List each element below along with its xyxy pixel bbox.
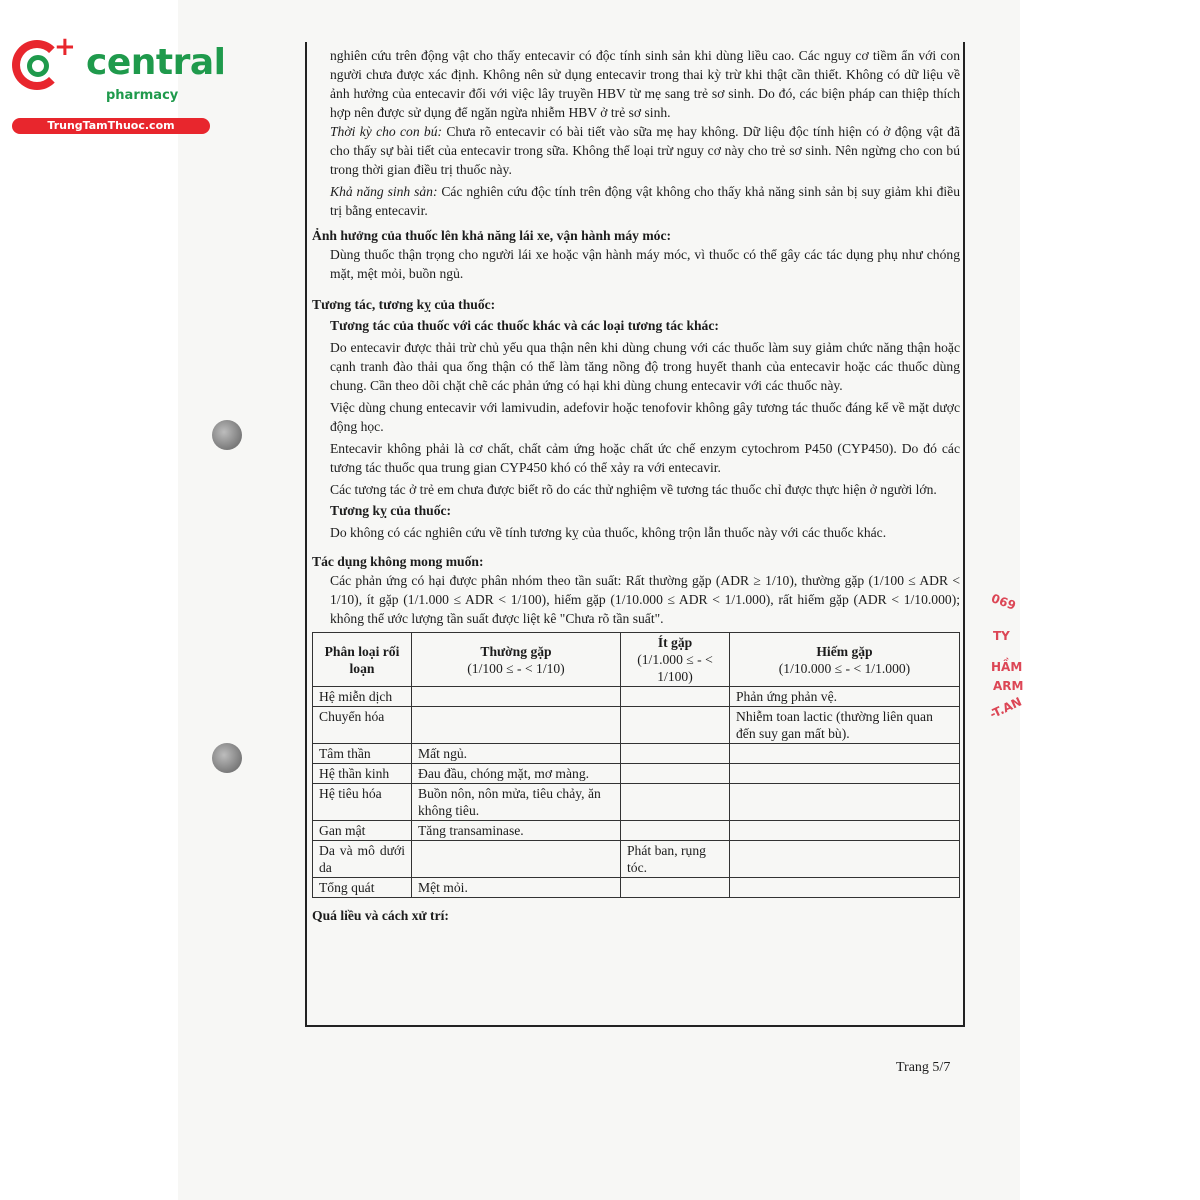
incompatibility-text: Do không có các nghiên cứu về tính tương kỵ của thuốc, không trộn lẫn thuốc này với các thuốc khác. xyxy=(330,525,887,540)
page-number: Trang 5/7 xyxy=(896,1060,951,1075)
table-cell xyxy=(621,784,730,821)
table-cell: Tăng transaminase. xyxy=(412,821,621,841)
interactions-p2: Việc dùng chung entecavir với lamivudin, adefovir hoặc tenofovir không gây tương tác thuốc đáng kể về mặt dược động học. xyxy=(330,400,960,434)
header-uncommon: Ít gặp (1/1.000 ≤ - < 1/100) xyxy=(621,633,730,687)
lactation-paragraph xyxy=(312,122,960,179)
table-cell xyxy=(412,841,621,878)
adverse-reactions-table xyxy=(312,632,960,898)
table-row xyxy=(313,878,960,898)
logo-site: TrungTamThuoc.com xyxy=(12,118,210,134)
interactions-p1: Do entecavir được thải trừ chủ yếu qua thận nên khi dùng chung với các thuốc làm suy giảm chức năng thận hoặc cạnh tranh đào thải qua ống thận có thể làm tăng nồng độ trong huyết thanh của entecavir hoặc các thuốc dùng chung. Cần theo dõi chặt chẽ các phản ứng có hại khi dùng chung entecavir với các thuốc này. xyxy=(330,340,960,393)
table-cell: Tâm thần xyxy=(313,744,412,764)
adverse-heading: Tác dụng không mong muốn: xyxy=(312,554,484,569)
table-cell xyxy=(621,687,730,707)
interactions-subheading: Tương tác của thuốc với các thuốc khác và các loại tương tác khác: xyxy=(330,318,719,333)
table-cell: Hệ thần kinh xyxy=(313,764,412,784)
lactation-text: Chưa rõ entecavir có bài tiết vào sữa mẹ hay không. Dữ liệu độc tính hiện có ở động vật đã cho thấy sự bài tiết của entecavir trong sữa. Không thể loại trừ nguy cơ này cho trẻ sơ sinh. Nên ngừng cho con bú trong thời gian điều trị thuốc này. xyxy=(330,124,960,177)
logo-name: central xyxy=(86,42,226,83)
table-cell xyxy=(730,764,960,784)
overdose-heading: Quá liều và cách xử trí: xyxy=(312,908,449,923)
table-cell: Mệt mỏi. xyxy=(412,878,621,898)
table-row xyxy=(313,841,960,878)
table-cell xyxy=(730,878,960,898)
logo-inner-ring-icon xyxy=(27,55,49,77)
table-header-row xyxy=(313,633,960,687)
table-cell xyxy=(621,764,730,784)
table-cell: Buồn nôn, nôn mửa, tiêu chảy, ăn không tiêu. xyxy=(412,784,621,821)
table-cell: Gan mật xyxy=(313,821,412,841)
table-cell: Hệ miễn dịch xyxy=(313,687,412,707)
table-cell xyxy=(412,687,621,707)
interactions-heading: Tương tác, tương kỵ của thuốc: xyxy=(312,297,496,312)
table-cell xyxy=(621,744,730,764)
table-cell: Hệ tiêu hóa xyxy=(313,784,412,821)
fertility-paragraph xyxy=(312,182,960,220)
fertility-text: Các nghiên cứu độc tính trên động vật không cho thấy khả năng sinh sản bị suy giảm khi điều trị bằng entecavir. xyxy=(330,184,960,218)
table-cell: Đau đầu, chóng mặt, mơ màng. xyxy=(412,764,621,784)
table-cell xyxy=(621,878,730,898)
interactions-p3: Entecavir không phải là cơ chất, chất cảm ứng hoặc chất ức chế enzym cytochrom P450 (CYP450). Do đó các tương tác thuốc qua trung gian CYP450 khó có thể xảy ra với entecavir. xyxy=(330,441,960,475)
table-cell xyxy=(730,841,960,878)
header-rare: Hiếm gặp (1/10.000 ≤ - < 1/1.000) xyxy=(730,633,960,687)
header-common: Thường gặp (1/100 ≤ - < 1/10) xyxy=(412,633,621,687)
table-cell xyxy=(730,784,960,821)
table-cell: Da và mô dưới da xyxy=(313,841,412,878)
table-cell xyxy=(621,821,730,841)
punch-hole-top xyxy=(212,420,242,450)
incompatibility-heading: Tương kỵ của thuốc: xyxy=(330,503,452,518)
table-row xyxy=(313,744,960,764)
logo-subtitle: pharmacy xyxy=(106,88,179,103)
table-row xyxy=(313,784,960,821)
table-cell: Phát ban, rụng tóc. xyxy=(621,841,730,878)
driving-heading: Ảnh hưởng của thuốc lên khả năng lái xe, vận hành máy móc: xyxy=(312,228,671,243)
lactation-label: Thời kỳ cho con bú: xyxy=(330,124,443,139)
table-cell xyxy=(412,707,621,744)
central-pharmacy-logo xyxy=(10,32,226,138)
table-cell: Tổng quát xyxy=(313,878,412,898)
table-row xyxy=(313,821,960,841)
table-cell xyxy=(621,707,730,744)
document-body xyxy=(312,46,960,925)
table-row xyxy=(313,764,960,784)
company-stamp: 069 TY HẦM ARM -T.AN xyxy=(987,591,1024,722)
table-row xyxy=(313,707,960,744)
table-cell: Mất ngủ. xyxy=(412,744,621,764)
table-row xyxy=(313,687,960,707)
table-cell xyxy=(730,744,960,764)
table-cell xyxy=(730,821,960,841)
driving-text: Dùng thuốc thận trọng cho người lái xe hoặc vận hành máy móc, vì thuốc có thể gây các tác dụng phụ như chóng mặt, mệt mỏi, buồn ngủ. xyxy=(330,247,960,281)
punch-hole-bottom xyxy=(212,743,242,773)
table-cell: Nhiễm toan lactic (thường liên quan đến suy gan mất bù). xyxy=(730,707,960,744)
pregnancy-paragraph: nghiên cứu trên động vật cho thấy entecavir có độc tính sinh sản khi dùng liều cao. Các nguy cơ tiềm ẩn với con người chưa được xác định. Không nên sử dụng entecavir trong thai kỳ trừ khi thật cần thiết. Không có dữ liệu về ảnh hưởng của entecavir đối với việc lây truyền HBV từ mẹ sang trẻ sơ sinh. Do đó, các biện pháp can thiệp thích hợp nên được sử dụng để ngăn ngừa nhiễm HBV ở trẻ sơ sinh. xyxy=(330,48,960,120)
table-cell: Phản ứng phản vệ. xyxy=(730,687,960,707)
interactions-p4: Các tương tác ở trẻ em chưa được biết rõ do các thử nghiệm về tương tác thuốc chỉ được thực hiện ở người lớn. xyxy=(330,482,937,497)
table-cell: Chuyển hóa xyxy=(313,707,412,744)
adverse-intro: Các phản ứng có hại được phân nhóm theo tần suất: Rất thường gặp (ADR ≥ 1/10), thường gặp (1/100 ≤ ADR < 1/10), ít gặp (1/1.000 ≤ ADR < 1/100), hiếm gặp (1/10.000 ≤ ADR < 1/1.000), rất hiếm gặp (ADR < 1/10.000); không thể ước lượng tần suất được liệt kê "Chưa rõ tần suất". xyxy=(330,573,960,626)
logo-plus-icon: + xyxy=(54,32,76,62)
header-category: Phân loại rối loạn xyxy=(313,633,412,687)
fertility-label: Khả năng sinh sản: xyxy=(330,184,438,199)
